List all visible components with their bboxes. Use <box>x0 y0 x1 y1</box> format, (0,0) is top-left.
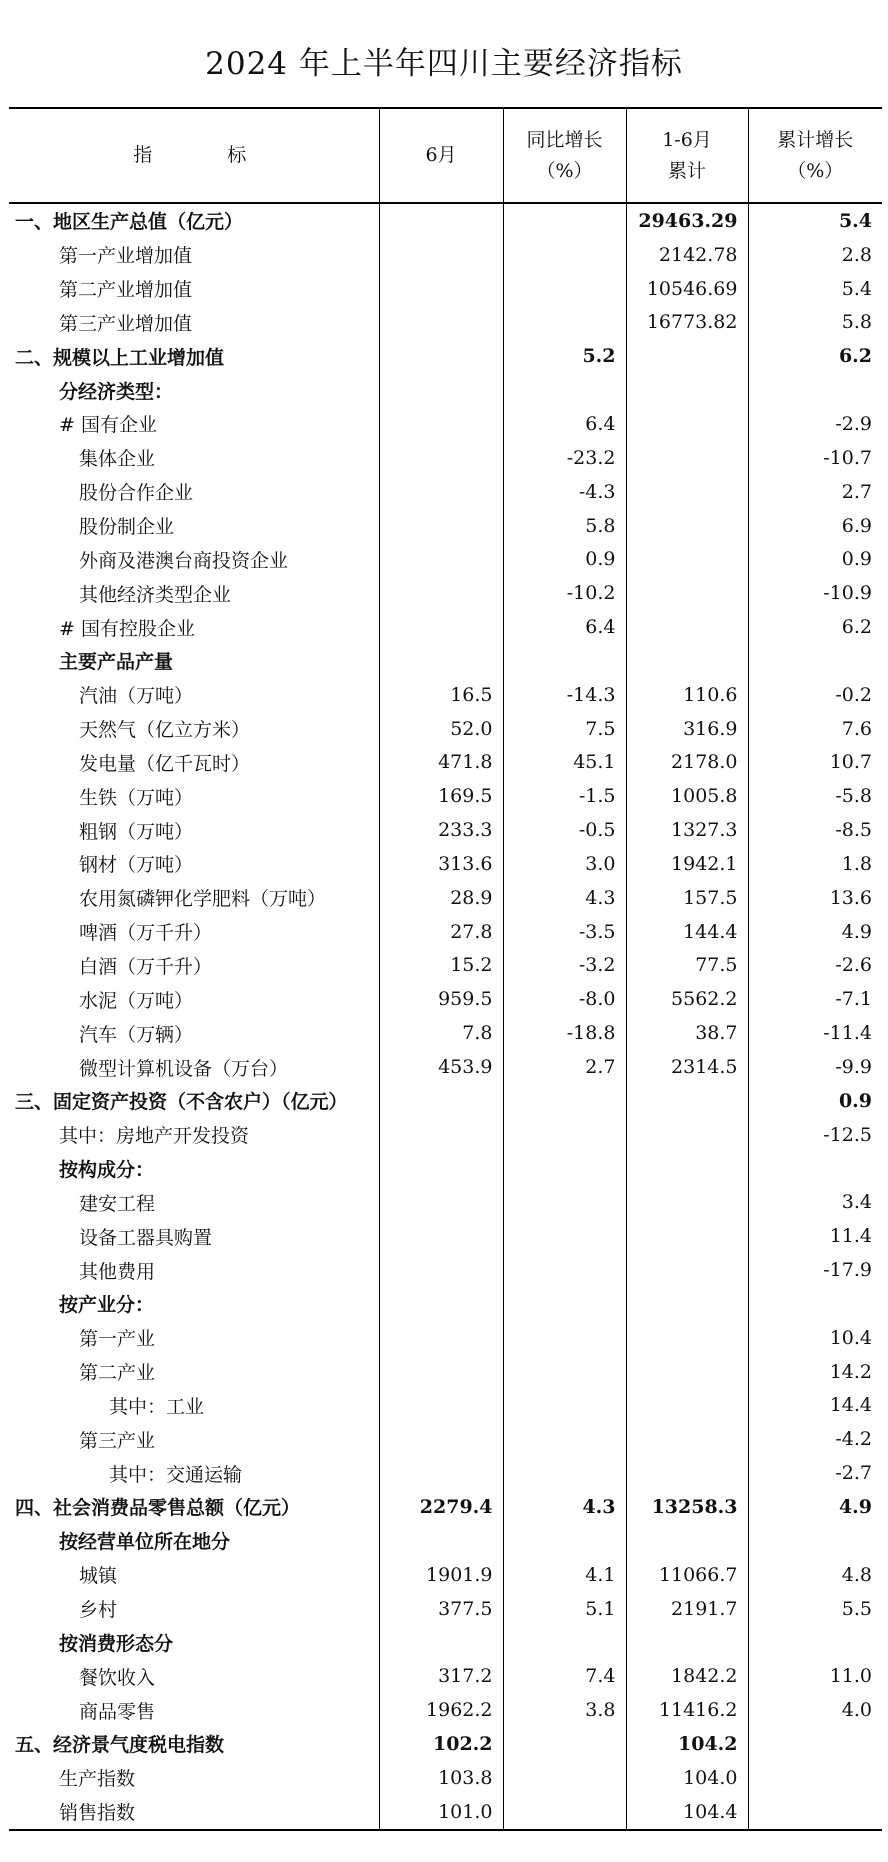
cell-yoy <box>503 1118 626 1152</box>
table-row <box>9 1084 882 1118</box>
row-label: # 国有企业 <box>59 414 157 437</box>
row-label: 销售指数 <box>9 1795 379 1830</box>
cell-month: 377.5 <box>379 1592 503 1626</box>
cell-month <box>379 441 503 475</box>
cell-cumulative: 2191.7 <box>626 1592 748 1626</box>
cell-yoy: 45.1 <box>503 746 626 780</box>
cell-yoy: -18.8 <box>503 1016 626 1050</box>
cell-cumulative-growth: 13.6 <box>748 881 882 915</box>
cell-yoy: -3.5 <box>503 915 626 949</box>
row-label: 三、固定资产投资（不含农户）（亿元） <box>15 1091 348 1114</box>
cell-cumulative <box>626 644 748 678</box>
table-row <box>9 1185 882 1219</box>
cell-cumulative-growth: -10.7 <box>748 441 882 475</box>
cell-cumulative: 1842.2 <box>626 1659 748 1693</box>
cell-cumulative-growth: 2.7 <box>748 475 882 509</box>
table-row <box>9 1152 882 1186</box>
cell-month <box>379 339 503 373</box>
row-label: 粗钢（万吨） <box>79 820 194 843</box>
cell-month <box>379 1625 503 1659</box>
row-label: 商品零售 <box>79 1700 156 1723</box>
cell-cumulative-growth: 5.4 <box>748 203 882 238</box>
cell-cumulative-growth: 0.9 <box>748 1084 882 1118</box>
table-row <box>9 1795 882 1830</box>
cell-cumulative-growth: 5.5 <box>748 1592 882 1626</box>
table-row <box>9 1253 882 1287</box>
table-row <box>9 847 882 881</box>
row-label: 按消费形态分 <box>59 1632 174 1655</box>
cell-cumulative-growth: 3.4 <box>748 1185 882 1219</box>
cell-month: 16.5 <box>379 678 503 712</box>
cell-month: 959.5 <box>379 982 503 1016</box>
cell-cumulative-growth: 11.4 <box>748 1219 882 1253</box>
cell-month: 28.9 <box>379 881 503 915</box>
cell-cumulative: 5562.2 <box>626 982 748 1016</box>
table-row <box>9 779 882 813</box>
cell-yoy: -1.5 <box>503 779 626 813</box>
cell-cumulative: 316.9 <box>626 712 748 746</box>
cell-cumulative-growth: 14.4 <box>748 1389 882 1423</box>
cell-month <box>379 272 503 306</box>
cell-cumulative-growth: 10.4 <box>748 1321 882 1355</box>
cell-month: 1901.9 <box>379 1558 503 1592</box>
cell-cumulative: 1005.8 <box>626 779 748 813</box>
cell-month: 317.2 <box>379 1659 503 1693</box>
table-row <box>9 1422 882 1456</box>
cell-cumulative-growth: -4.2 <box>748 1422 882 1456</box>
cell-cumulative-growth: 6.9 <box>748 509 882 543</box>
cell-cumulative-growth: -17.9 <box>748 1253 882 1287</box>
table-row <box>9 881 882 915</box>
cell-month <box>379 610 503 644</box>
cell-month <box>379 407 503 441</box>
row-label: 主要产品产量 <box>59 651 174 674</box>
cell-cumulative: 2314.5 <box>626 1050 748 1084</box>
cell-yoy: -4.3 <box>503 475 626 509</box>
row-label: 集体企业 <box>79 448 156 471</box>
cell-cumulative-growth: 14.2 <box>748 1355 882 1389</box>
cell-yoy <box>503 1084 626 1118</box>
cell-cumulative <box>626 509 748 543</box>
cell-yoy <box>503 272 626 306</box>
row-label: 外商及港澳台商投资企业 <box>79 549 289 572</box>
cell-month <box>379 576 503 610</box>
cell-month: 233.3 <box>379 813 503 847</box>
cell-cumulative <box>626 1253 748 1287</box>
cell-yoy: 4.1 <box>503 1558 626 1592</box>
table-row <box>9 678 882 712</box>
header-indicator: 指 标 <box>9 108 379 203</box>
cell-month: 15.2 <box>379 949 503 983</box>
row-label: 股份制企业 <box>79 516 175 539</box>
cell-cumulative <box>626 1524 748 1558</box>
row-label: # 国有控股企业 <box>59 617 195 640</box>
cell-yoy <box>503 1321 626 1355</box>
cell-yoy <box>503 1219 626 1253</box>
cell-cumulative <box>626 1389 748 1423</box>
cell-yoy: -3.2 <box>503 949 626 983</box>
cell-yoy: 6.4 <box>503 407 626 441</box>
cell-cumulative-growth: 6.2 <box>748 339 882 373</box>
row-label: 农用氮磷钾化学肥料（万吨） <box>79 888 327 911</box>
row-label: 水泥（万吨） <box>79 989 194 1012</box>
cell-month <box>379 1355 503 1389</box>
table-row <box>9 1490 882 1524</box>
cell-cumulative <box>626 441 748 475</box>
cell-cumulative-growth: 0.9 <box>748 542 882 576</box>
cell-cumulative <box>626 1219 748 1253</box>
cell-yoy <box>503 203 626 238</box>
cell-cumulative: 10546.69 <box>626 272 748 306</box>
row-label: 二、规模以上工业增加值 <box>15 346 225 369</box>
cell-cumulative-growth: -8.5 <box>748 813 882 847</box>
cell-cumulative-growth: 5.4 <box>748 272 882 306</box>
cell-cumulative: 2142.78 <box>626 238 748 272</box>
row-label: 四、社会消费品零售总额（亿元） <box>15 1497 301 1520</box>
cell-month: 52.0 <box>379 712 503 746</box>
cell-cumulative <box>626 373 748 407</box>
cell-yoy <box>503 1253 626 1287</box>
cell-month <box>379 1321 503 1355</box>
cell-cumulative <box>626 475 748 509</box>
row-label: 生产指数 <box>59 1768 136 1791</box>
cell-cumulative-growth <box>748 1761 882 1795</box>
cell-yoy: -10.2 <box>503 576 626 610</box>
cell-month <box>379 1287 503 1321</box>
cell-cumulative-growth: -2.9 <box>748 407 882 441</box>
cell-yoy: -23.2 <box>503 441 626 475</box>
cell-cumulative <box>626 1625 748 1659</box>
cell-yoy: 6.4 <box>503 610 626 644</box>
cell-yoy <box>503 1152 626 1186</box>
table-row <box>9 1050 882 1084</box>
cell-cumulative-growth <box>748 1727 882 1761</box>
cell-cumulative: 16773.82 <box>626 306 748 340</box>
row-label: 第三产业 <box>79 1429 156 1452</box>
cell-yoy: 4.3 <box>503 881 626 915</box>
table-row <box>9 1524 882 1558</box>
cell-month: 169.5 <box>379 779 503 813</box>
indicators-table <box>9 107 882 1831</box>
row-label: 设备工器具购置 <box>79 1226 213 1249</box>
cell-yoy <box>503 644 626 678</box>
cell-cumulative-growth <box>748 373 882 407</box>
table-row <box>9 203 882 238</box>
cell-yoy: -14.3 <box>503 678 626 712</box>
table-row <box>9 1389 882 1423</box>
cell-cumulative <box>626 1084 748 1118</box>
cell-cumulative-growth <box>748 1152 882 1186</box>
row-label: 五、经济景气度税电指数 <box>15 1734 225 1757</box>
table-row <box>9 509 882 543</box>
cell-cumulative-growth: -5.8 <box>748 779 882 813</box>
cell-month <box>379 1152 503 1186</box>
cell-cumulative <box>626 339 748 373</box>
row-label: 第二产业增加值 <box>59 279 193 302</box>
cell-cumulative-growth: 11.0 <box>748 1659 882 1693</box>
cell-month <box>379 238 503 272</box>
table-row <box>9 306 882 340</box>
table-row <box>9 1016 882 1050</box>
row-label: 微型计算机设备（万台） <box>79 1057 289 1080</box>
cell-yoy: 7.4 <box>503 1659 626 1693</box>
header-yoy: 同比增长 （%） <box>503 108 626 203</box>
row-label: 建安工程 <box>79 1192 156 1215</box>
table-row <box>9 1727 882 1761</box>
cell-cumulative <box>626 1118 748 1152</box>
table-row <box>9 915 882 949</box>
cell-cumulative <box>626 576 748 610</box>
cell-cumulative <box>626 1456 748 1490</box>
cell-cumulative-growth <box>748 644 882 678</box>
row-label: 按经营单位所在地分 <box>59 1531 231 1554</box>
table-row <box>9 272 882 306</box>
cell-cumulative: 77.5 <box>626 949 748 983</box>
cell-yoy: 2.7 <box>503 1050 626 1084</box>
row-label: 其中：工业 <box>109 1395 205 1418</box>
cell-cumulative: 2178.0 <box>626 746 748 780</box>
cell-month <box>379 1524 503 1558</box>
cell-month: 313.6 <box>379 847 503 881</box>
cell-yoy <box>503 1761 626 1795</box>
cell-cumulative-growth <box>748 1795 882 1830</box>
cell-yoy: 4.3 <box>503 1490 626 1524</box>
cell-cumulative-growth <box>748 1287 882 1321</box>
table-row <box>9 1693 882 1727</box>
cell-cumulative-growth: -2.7 <box>748 1456 882 1490</box>
cell-cumulative <box>626 1152 748 1186</box>
cell-month <box>379 1219 503 1253</box>
row-label: 乡村 <box>79 1599 118 1622</box>
cell-month <box>379 1084 503 1118</box>
cell-cumulative-growth <box>748 1625 882 1659</box>
cell-month: 102.2 <box>379 1727 503 1761</box>
cell-month <box>379 306 503 340</box>
cell-month: 101.0 <box>379 1795 503 1830</box>
cell-cumulative-growth: 5.8 <box>748 306 882 340</box>
row-label: 第三产业增加值 <box>59 312 193 335</box>
table-row <box>9 407 882 441</box>
table-row <box>9 1321 882 1355</box>
header-cumulative-growth: 累计增长 （%） <box>748 108 882 203</box>
row-label: 第二产业 <box>79 1362 156 1385</box>
cell-cumulative-growth: 10.7 <box>748 746 882 780</box>
table-row <box>9 542 882 576</box>
cell-cumulative <box>626 1355 748 1389</box>
cell-cumulative <box>626 1287 748 1321</box>
table-row <box>9 1558 882 1592</box>
cell-cumulative: 110.6 <box>626 678 748 712</box>
cell-month <box>379 509 503 543</box>
table-row <box>9 1761 882 1795</box>
row-label: 第一产业增加值 <box>59 245 193 268</box>
cell-month <box>379 542 503 576</box>
cell-month: 1962.2 <box>379 1693 503 1727</box>
cell-cumulative: 11066.7 <box>626 1558 748 1592</box>
cell-cumulative-growth: -12.5 <box>748 1118 882 1152</box>
cell-month <box>379 1118 503 1152</box>
cell-yoy: 5.1 <box>503 1592 626 1626</box>
cell-yoy <box>503 1287 626 1321</box>
cell-yoy <box>503 1422 626 1456</box>
cell-month <box>379 1456 503 1490</box>
cell-cumulative <box>626 610 748 644</box>
cell-month: 103.8 <box>379 1761 503 1795</box>
table-row <box>9 1659 882 1693</box>
cell-cumulative-growth: 2.8 <box>748 238 882 272</box>
table-row <box>9 373 882 407</box>
row-label: 白酒（万千升） <box>79 955 213 978</box>
row-label: 其他经济类型企业 <box>79 583 232 606</box>
cell-month <box>379 373 503 407</box>
cell-cumulative: 157.5 <box>626 881 748 915</box>
cell-cumulative-growth: 6.2 <box>748 610 882 644</box>
cell-yoy <box>503 1456 626 1490</box>
cell-yoy: 0.9 <box>503 542 626 576</box>
cell-yoy <box>503 1625 626 1659</box>
cell-cumulative-growth: -0.2 <box>748 678 882 712</box>
header-cumulative: 1-6月 累计 <box>626 108 748 203</box>
cell-month: 2279.4 <box>379 1490 503 1524</box>
table-row <box>9 475 882 509</box>
row-label: 生铁（万吨） <box>79 786 194 809</box>
row-label: 其中：交通运输 <box>109 1463 243 1486</box>
table-row <box>9 576 882 610</box>
cell-yoy <box>503 238 626 272</box>
row-label: 啤酒（万千升） <box>79 922 213 945</box>
row-label: 城镇 <box>79 1565 118 1588</box>
cell-month: 453.9 <box>379 1050 503 1084</box>
cell-month <box>379 475 503 509</box>
cell-cumulative: 104.2 <box>626 1727 748 1761</box>
table-row <box>9 339 882 373</box>
cell-yoy: -8.0 <box>503 982 626 1016</box>
cell-cumulative-growth: 1.8 <box>748 847 882 881</box>
row-label: 餐饮收入 <box>79 1666 156 1689</box>
cell-cumulative <box>626 542 748 576</box>
table-row <box>9 712 882 746</box>
cell-yoy <box>503 373 626 407</box>
cell-cumulative: 104.0 <box>626 1761 748 1795</box>
table-row <box>9 1592 882 1626</box>
cell-cumulative: 29463.29 <box>626 203 748 238</box>
row-label: 按构成分： <box>59 1159 155 1182</box>
cell-cumulative-growth: 4.9 <box>748 915 882 949</box>
cell-month <box>379 203 503 238</box>
cell-cumulative: 1327.3 <box>626 813 748 847</box>
page-title: 2024 年上半年四川主要经济指标 <box>205 46 683 82</box>
table-row <box>9 238 882 272</box>
row-label: 汽油（万吨） <box>79 685 194 708</box>
row-label: 天然气（亿立方米） <box>79 719 251 742</box>
row-label: 其他费用 <box>79 1260 156 1283</box>
table-row <box>9 982 882 1016</box>
cell-yoy: 5.8 <box>503 509 626 543</box>
cell-month: 27.8 <box>379 915 503 949</box>
cell-month <box>379 1185 503 1219</box>
table-row <box>9 1219 882 1253</box>
row-label: 发电量（亿千瓦时） <box>79 752 251 775</box>
table-row <box>9 746 882 780</box>
cell-month <box>379 1253 503 1287</box>
cell-yoy <box>503 1185 626 1219</box>
cell-cumulative: 1942.1 <box>626 847 748 881</box>
row-label: 第一产业 <box>79 1328 156 1351</box>
cell-cumulative: 11416.2 <box>626 1693 748 1727</box>
cell-cumulative: 144.4 <box>626 915 748 949</box>
cell-month: 7.8 <box>379 1016 503 1050</box>
cell-yoy <box>503 1355 626 1389</box>
table-body <box>9 203 882 1830</box>
row-label: 汽车（万辆） <box>79 1023 194 1046</box>
table-row <box>9 644 882 678</box>
table-row <box>9 1287 882 1321</box>
cell-cumulative-growth: -10.9 <box>748 576 882 610</box>
cell-cumulative <box>626 1422 748 1456</box>
cell-cumulative-growth: 7.6 <box>748 712 882 746</box>
cell-cumulative <box>626 407 748 441</box>
cell-cumulative-growth: -11.4 <box>748 1016 882 1050</box>
cell-yoy <box>503 1795 626 1830</box>
cell-yoy: 3.0 <box>503 847 626 881</box>
cell-cumulative: 13258.3 <box>626 1490 748 1524</box>
cell-cumulative <box>626 1321 748 1355</box>
row-label: 其中：房地产开发投资 <box>59 1125 250 1148</box>
row-label: 按产业分： <box>59 1294 155 1317</box>
table-row <box>9 1456 882 1490</box>
cell-yoy <box>503 306 626 340</box>
cell-yoy <box>503 1389 626 1423</box>
cell-cumulative-growth: 4.8 <box>748 1558 882 1592</box>
cell-yoy: 3.8 <box>503 1693 626 1727</box>
table-row <box>9 1118 882 1152</box>
row-label: 股份合作企业 <box>79 482 194 505</box>
cell-yoy: -0.5 <box>503 813 626 847</box>
cell-cumulative: 104.4 <box>626 1795 748 1830</box>
cell-cumulative-growth: 4.0 <box>748 1693 882 1727</box>
table-row <box>9 441 882 475</box>
cell-month <box>379 1422 503 1456</box>
cell-yoy <box>503 1727 626 1761</box>
table-row <box>9 1355 882 1389</box>
cell-cumulative <box>626 1185 748 1219</box>
cell-cumulative: 38.7 <box>626 1016 748 1050</box>
cell-cumulative-growth: -2.6 <box>748 949 882 983</box>
table-row <box>9 949 882 983</box>
cell-cumulative-growth: -7.1 <box>748 982 882 1016</box>
table-row <box>9 1625 882 1659</box>
row-label: 分经济类型： <box>59 380 174 403</box>
row-label: 钢材（万吨） <box>79 854 194 877</box>
cell-cumulative-growth <box>748 1524 882 1558</box>
cell-month <box>379 1389 503 1423</box>
row-label: 一、地区生产总值（亿元） <box>15 211 244 234</box>
cell-month <box>379 644 503 678</box>
cell-month: 471.8 <box>379 746 503 780</box>
table-row <box>9 610 882 644</box>
header-month: 6月 <box>379 108 503 203</box>
table-header-row <box>9 108 882 203</box>
cell-cumulative-growth: 4.9 <box>748 1490 882 1524</box>
cell-yoy: 5.2 <box>503 339 626 373</box>
cell-yoy <box>503 1524 626 1558</box>
cell-cumulative-growth: -9.9 <box>748 1050 882 1084</box>
cell-yoy: 7.5 <box>503 712 626 746</box>
table-row <box>9 813 882 847</box>
